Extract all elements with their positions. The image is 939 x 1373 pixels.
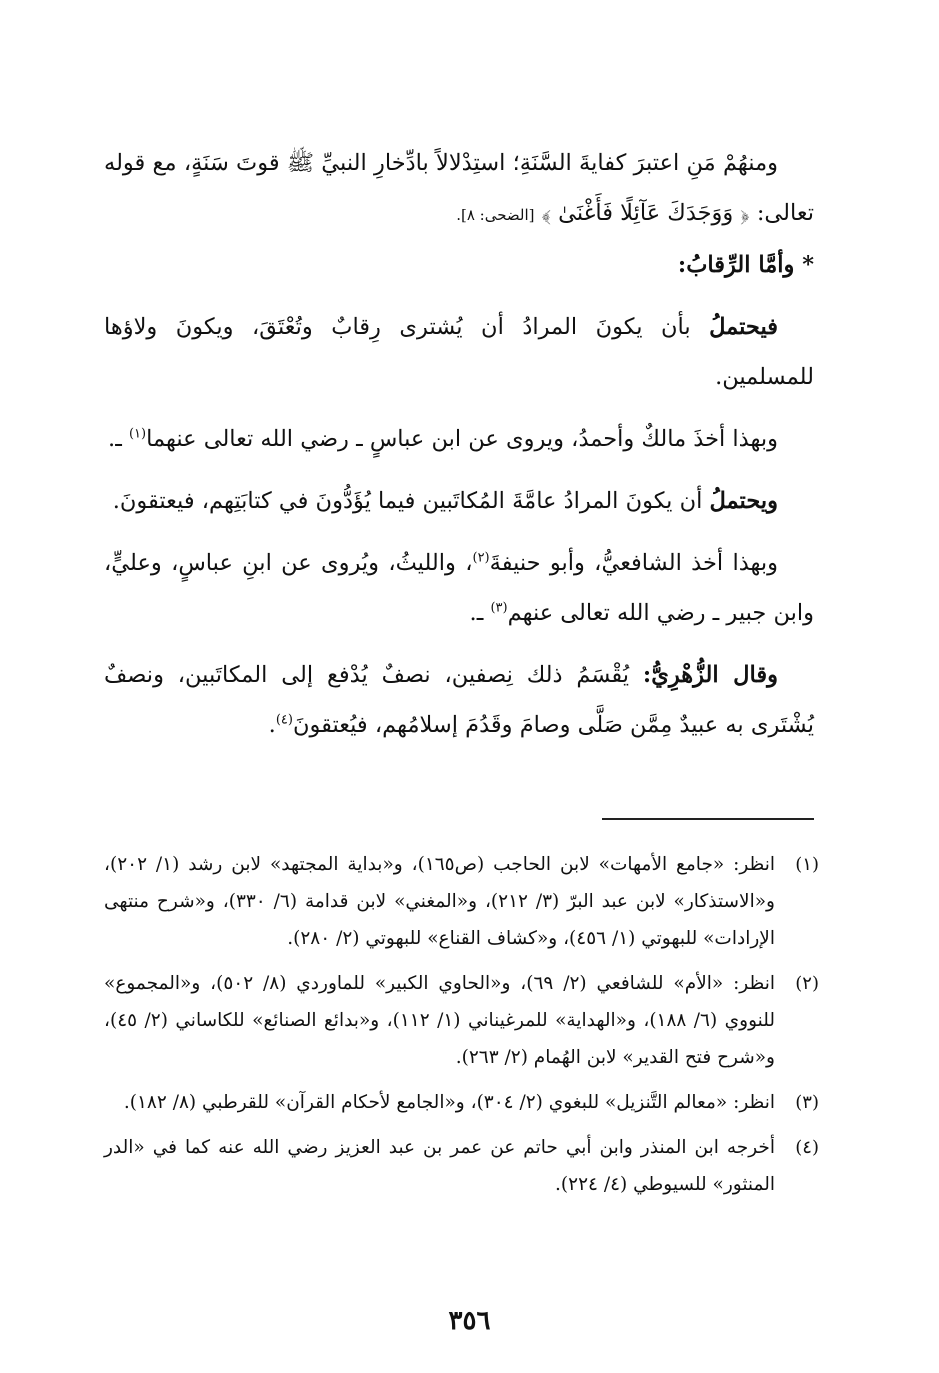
lead-word: فيحتملُ: [709, 314, 778, 340]
paragraph-text: يُقْسَمُ ذلك نِصفين، نصفٌ يُدْفع إلى المكاتَبين، ونصفٌ يُشْتَرى به عبيدٌ مِمَّن صَلَّى وصامَ وقَدُمَ إسلامُهم، فيُعتقونَ: [104, 662, 814, 738]
paragraph-tail: ـ.: [469, 600, 491, 626]
paragraph-text: ، والليثُ، ويُروى عن ابنِ عباسٍ، وعليٍّ، وابن جبير ـ رضي الله تعالى عنهم: [104, 550, 814, 626]
footnote-number: (٤): [795, 1137, 819, 1158]
paragraph-first-view: [104, 302, 814, 402]
footnote-divider: [602, 818, 814, 820]
paragraph-tail: .: [268, 712, 276, 738]
paragraph-text: بأن يكونَ المرادُ أن يُشترى رِقابٌ وتُعْتَقَ، ويكونَ ولاؤها للمسلمين.: [104, 314, 814, 390]
footnote-ref[interactable]: (٣): [490, 600, 508, 616]
footnote-text: انظر: «الأم» للشافعي (٢/ ٦٩)، و«الحاوي الكبير» للماوردي (٨/ ٥٠٢)، و«المجموع» للنووي (٦/ ١٨٨)، و«الهداية» للمرغيناني (١/ ١١٢)، و«بدائع الصنائع» للكاساني (٢/ ٤٥)، و«شرح فتح القدير» لابن الهُمام (٢/ ٢٦٣).: [104, 973, 775, 1068]
paragraph-tail: ـ.: [108, 426, 129, 452]
footnote-text: أخرجه ابن المنذر وابن أبي حاتم عن عمر بن عبد العزيز رضي الله عنه كما في «الدر المنثور» للسيوطي (٤/ ٢٢٤).: [104, 1137, 775, 1195]
footnote-3: [104, 1084, 819, 1121]
paragraph-sunnah: [104, 138, 814, 240]
lead-word: ويحتملُ: [709, 488, 778, 514]
footnote-ref[interactable]: (١): [128, 426, 147, 442]
footnote-2: [104, 965, 819, 1076]
paragraph-text: ومنهُمْ مَنِ اعتبرَ كفايةَ السَّنَةِ؛ استِدْلالاً بادِّخارِ النبيِّ ﷺ قوتَ سَنَةٍ، مع قوله تعالى:: [104, 150, 814, 226]
footnote-ref[interactable]: (٤): [275, 712, 293, 728]
page-number: ٣٥٦: [448, 1306, 491, 1336]
paragraph-text: أن يكونَ المرادُ عامَّةَ المُكاتَبين فيما يُؤَدُّونَ في كتابَتِهم، فيعتقونَ.: [112, 488, 710, 514]
paragraph-malik: [104, 414, 814, 464]
footnote-4: [104, 1129, 819, 1203]
footnote-1: [104, 846, 819, 957]
paragraph-shafii: [104, 538, 814, 638]
footnote-text: انظر: «معالم التَّنزيل» للبغوي (٢/ ٣٠٤)، و«الجامع لأحكام القرآن» للقرطبي (٨/ ١٨٢).: [123, 1092, 775, 1113]
footnote-number: (٢): [795, 973, 819, 994]
paragraph-second-view: [104, 476, 814, 526]
verse-citation: [الضحى: ٨].: [456, 206, 535, 224]
quran-verse: ﴿ وَوَجَدَكَ عَآئِلًا فَأَغْنَىٰ ﴾: [541, 200, 750, 226]
paragraph-zuhri: [104, 650, 814, 750]
footnote-text: انظر: «جامع الأمهات» لابن الحاجب (ص١٦٥)، و«بداية المجتهد» لابن رشد (١/ ٢٠٢)، و«الاستذكار» لابن عبد البرّ (٣/ ٢١٢)، و«المغني» لابن قدامة (٦/ ٣٣٠)، و«شرح منتهى الإرادات» للبهوتي (١/ ٤٥٦)، و«كشاف القناع» للبهوتي (٢/ ٢٨٠).: [104, 854, 776, 949]
section-heading: * وأمَّا الرِّقابُ:: [677, 252, 814, 278]
paragraph-text: وبهذا أخذَ مالكٌ وأحمدُ، ويروى عن ابن عباسٍ ـ رضي الله تعالى عنهما: [146, 426, 778, 452]
paragraph-text: وبهذا أخذ الشافعيُّ، وأبو حنيفةَ: [489, 550, 779, 576]
footnote-number: (٣): [795, 1092, 819, 1113]
footnote-number: (١): [795, 854, 819, 875]
lead-word: وقال الزُّهْرِيُّ:: [642, 662, 778, 688]
footnotes: [104, 846, 819, 1211]
main-text: [104, 138, 814, 750]
footnote-ref[interactable]: (٢): [472, 550, 490, 566]
